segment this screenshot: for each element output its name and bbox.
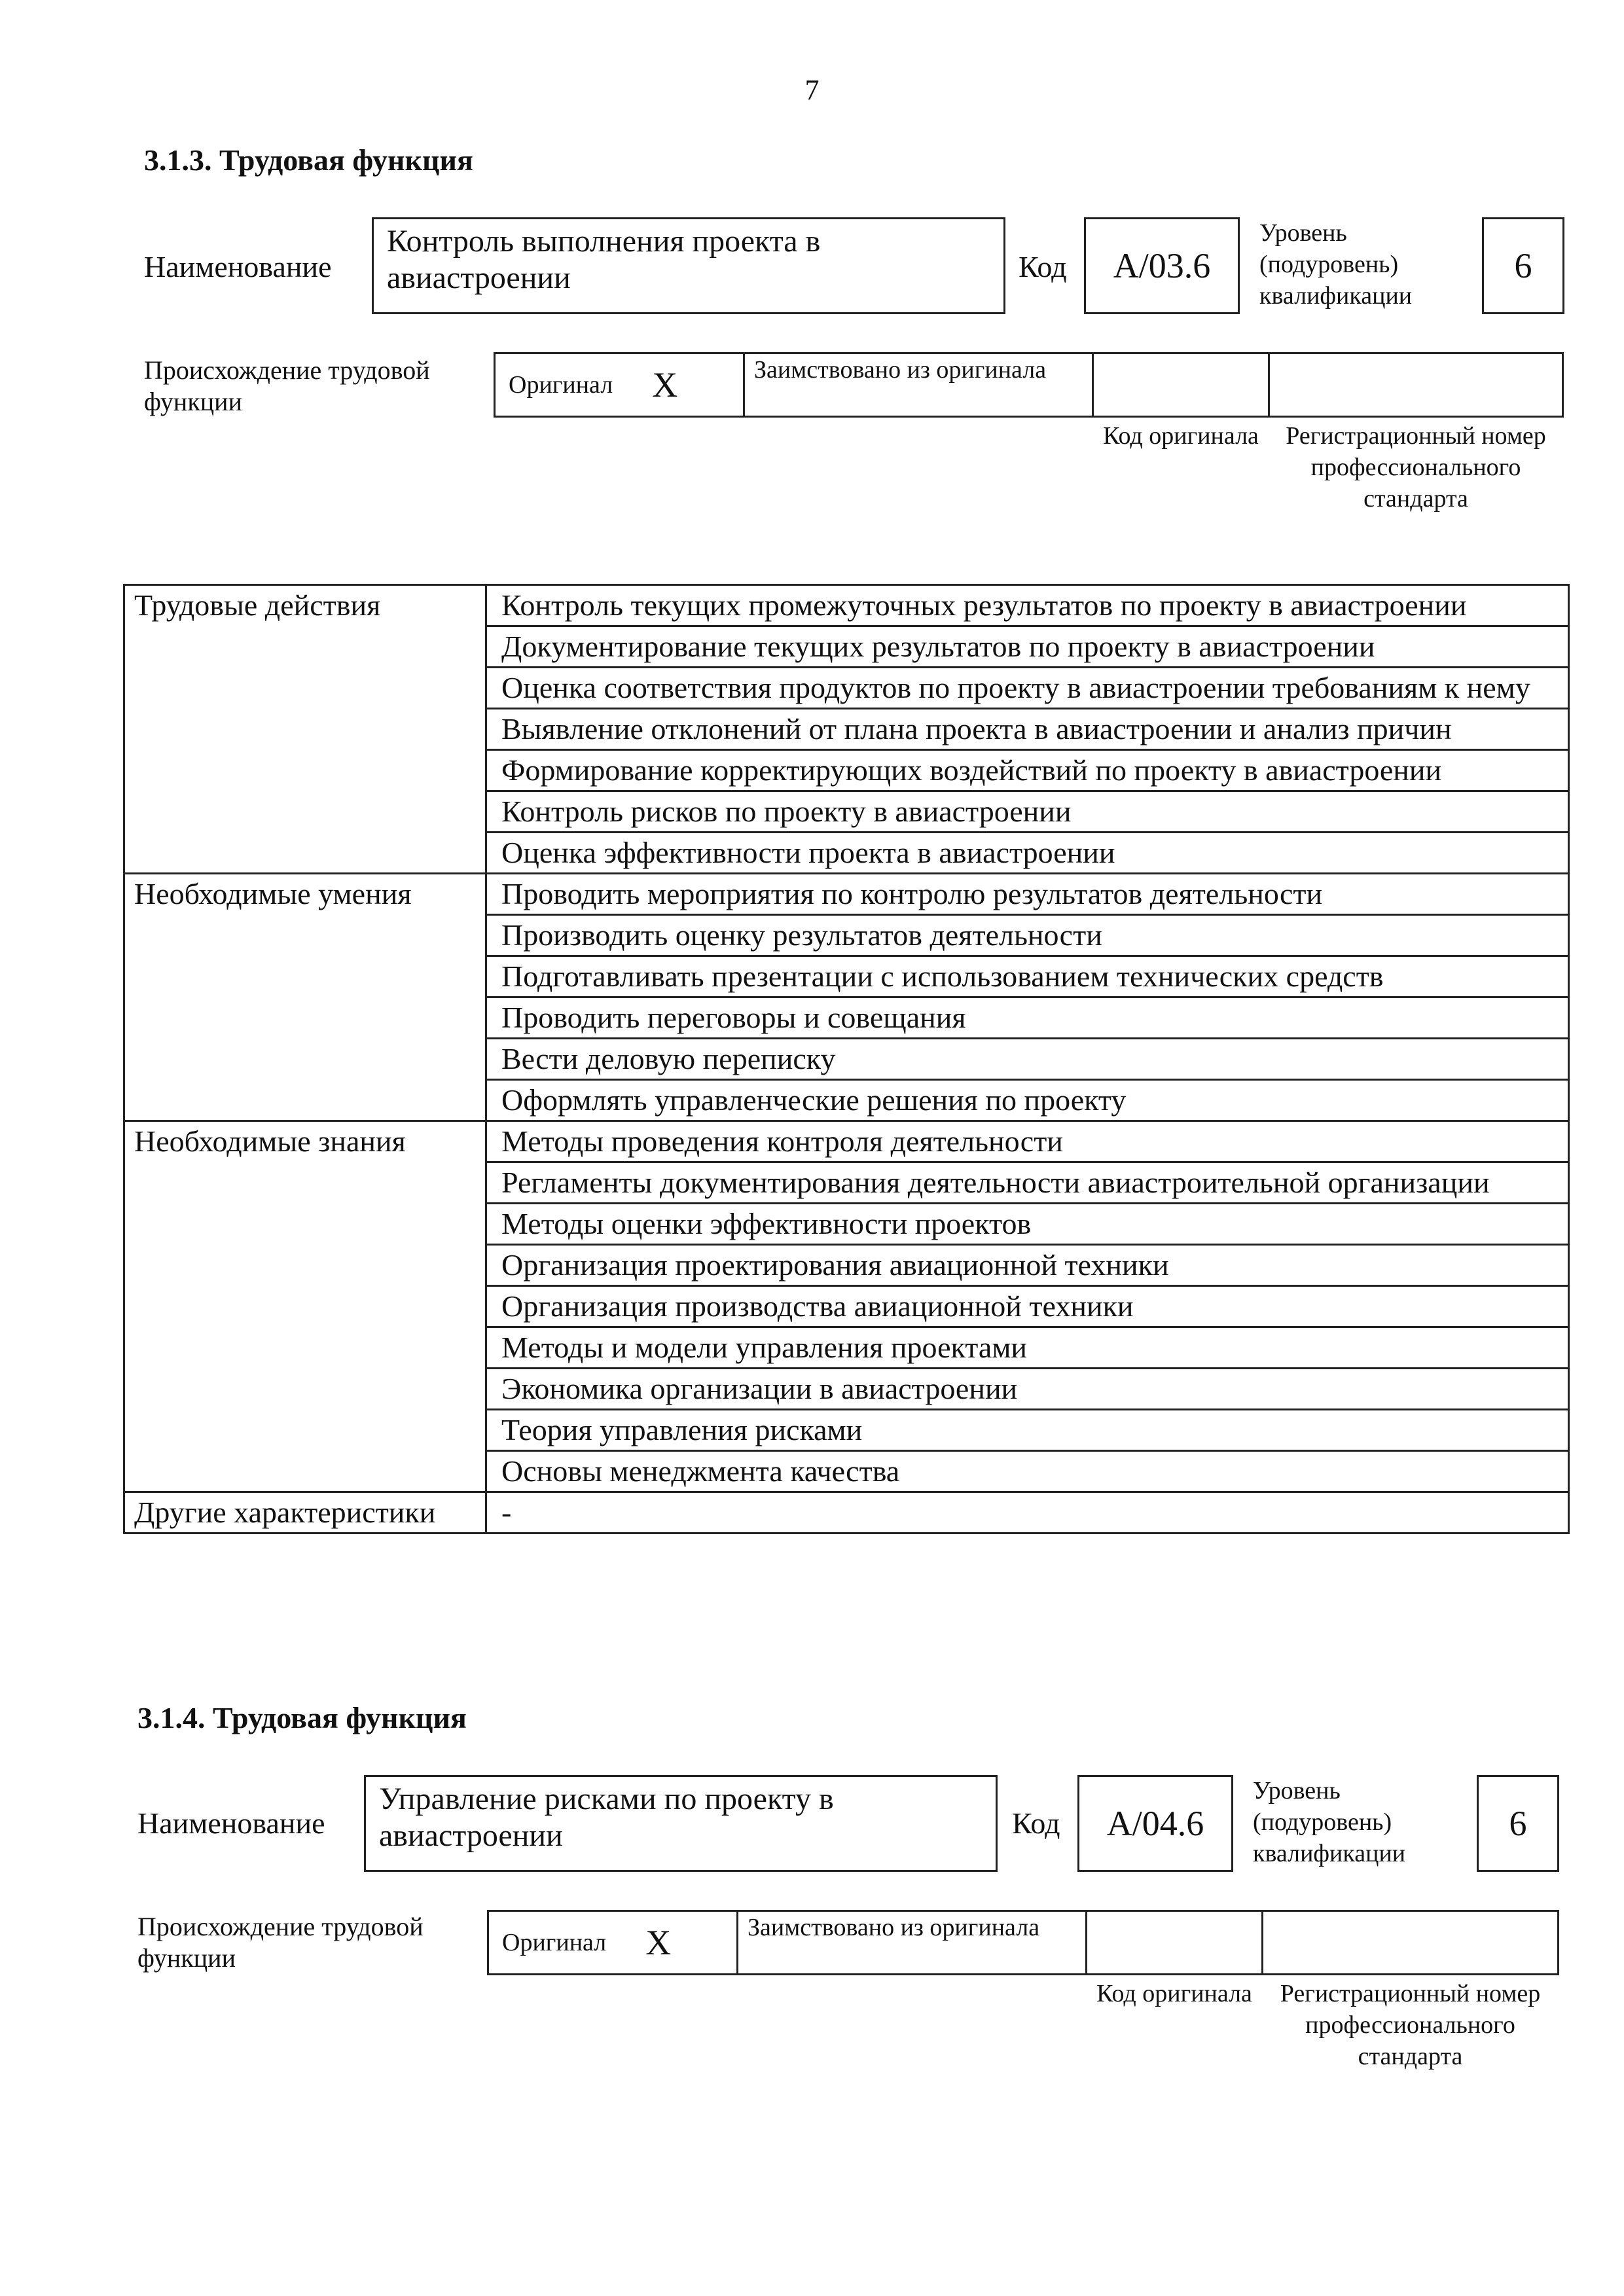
- code-value-box-2: [1077, 1775, 1233, 1872]
- code-original-caption: Код оригинала: [1103, 422, 1259, 450]
- table-row: Выявление отклонений от плана проекта в авиастроении и анализ причин: [486, 709, 1569, 750]
- table-row: Экономика организации в авиастроении: [486, 1369, 1569, 1410]
- required-skills-label: Необходимые умения: [124, 874, 486, 1121]
- borrowed-label-2: Заимствовано из оригинала: [748, 1914, 1040, 1941]
- level-value: 6: [1514, 246, 1532, 285]
- table-row: Теория управления рисками: [486, 1410, 1569, 1451]
- table-row: Регламенты документирования деятельности авиастроительной организации: [486, 1162, 1569, 1204]
- reg-number-caption-2: Регистрационный номер профессионального стандарта: [1280, 1980, 1541, 2070]
- table-row: Оценка соответствия продуктов по проекту в авиастроении требованиям к нему: [486, 668, 1569, 709]
- page-number: 7: [804, 74, 820, 106]
- origin-label-2: Происхождение трудовой функции: [137, 1912, 424, 1973]
- other-characteristics-label: Другие характеристики: [124, 1492, 486, 1534]
- borrowed-label: Заимствовано из оригинала: [754, 356, 1047, 384]
- original-label-2: Оригинал: [502, 1929, 607, 1956]
- name-value: Контроль выполнения проекта в авиастроении: [387, 224, 821, 295]
- table-row: Методы проведения контроля деятельности: [486, 1121, 1569, 1162]
- reg-number-cell-2: [1261, 1910, 1559, 1975]
- code-label-2: Код: [1012, 1806, 1060, 1840]
- table-row: Методы оценки эффективности проектов: [486, 1204, 1569, 1245]
- borrowed-cell-2: [736, 1910, 1087, 1975]
- name-value-2: Управление рисками по проекту в авиастроении: [379, 1782, 834, 1853]
- table-row: Контроль рисков по проекту в авиастроении: [486, 791, 1569, 833]
- code-original-caption-2: Код оригинала: [1096, 1980, 1252, 2007]
- table-row: Оформлять управленческие решения по проекту: [486, 1080, 1569, 1121]
- table-row: Вести деловую переписку: [486, 1039, 1569, 1080]
- table-row: Формирование корректирующих воздействий по проекту в авиастроении: [486, 750, 1569, 791]
- reg-number-caption: Регистрационный номер профессионального стандарта: [1286, 422, 1546, 512]
- labor-function-table: [123, 584, 1570, 1534]
- table-row: Проводить переговоры и совещания: [486, 997, 1569, 1039]
- table-row: Организация производства авиационной техники: [486, 1286, 1569, 1327]
- section-heading-314: 3.1.4. Трудовая функция: [137, 1701, 467, 1734]
- original-mark-2: X: [645, 1923, 672, 1962]
- original-cell: [494, 352, 745, 418]
- level-label-2: Уровень (подуровень) квалификации: [1253, 1777, 1406, 1867]
- borrowed-cell: [743, 352, 1094, 418]
- code-value: A/03.6: [1113, 246, 1211, 285]
- other-characteristics-value: -: [486, 1492, 1569, 1534]
- level-label: Уровень (подуровень) квалификации: [1259, 219, 1413, 310]
- code-value-2: A/04.6: [1106, 1804, 1204, 1843]
- code-label: Код: [1019, 250, 1067, 283]
- table-row: Основы менеджмента качества: [486, 1451, 1569, 1492]
- name-label-2: Наименование: [137, 1806, 325, 1840]
- level-value-2: 6: [1509, 1804, 1527, 1843]
- original-cell-2: [487, 1910, 738, 1975]
- section-heading-313: 3.1.3. Трудовая функция: [144, 143, 473, 177]
- labor-actions-label: Трудовые действия: [124, 585, 486, 874]
- table-row: Проводить мероприятия по контролю результатов деятельности: [486, 874, 1569, 915]
- original-mark: X: [652, 365, 678, 404]
- table-row: Контроль текущих промежуточных результатов по проекту в авиастроении: [486, 585, 1569, 626]
- code-original-cell: [1092, 352, 1270, 418]
- table-row: Методы и модели управления проектами: [486, 1327, 1569, 1369]
- table-row: Подготавливать презентации с использованием технических средств: [486, 956, 1569, 997]
- code-original-cell-2: [1085, 1910, 1263, 1975]
- code-value-box: [1084, 217, 1240, 314]
- level-value-box: [1482, 217, 1564, 314]
- table-row: Оценка эффективности проекта в авиастроении: [486, 833, 1569, 874]
- original-label: Оригинал: [509, 371, 613, 399]
- name-value-box-2: [364, 1775, 998, 1872]
- name-label: Наименование: [144, 250, 332, 283]
- table-row: Документирование текущих результатов по проекту в авиастроении: [486, 626, 1569, 668]
- table-row: Организация проектирования авиационной техники: [486, 1245, 1569, 1286]
- required-knowledge-label: Необходимые знания: [124, 1121, 486, 1492]
- reg-number-cell: [1268, 352, 1564, 418]
- name-value-box: [372, 217, 1005, 314]
- level-value-box-2: [1477, 1775, 1559, 1872]
- table-row: Производить оценку результатов деятельности: [486, 915, 1569, 956]
- origin-label: Происхождение трудовой функции: [144, 355, 430, 416]
